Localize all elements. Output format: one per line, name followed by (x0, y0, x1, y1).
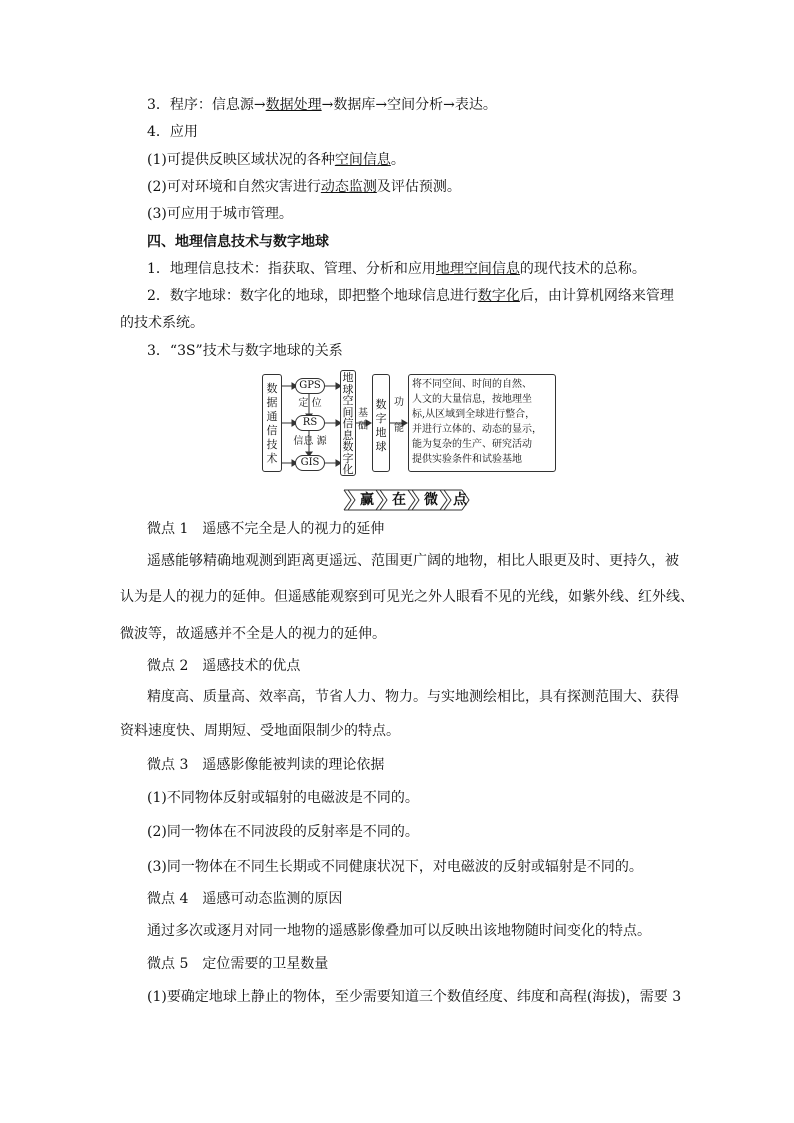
section-banner (342, 489, 470, 511)
point-5-title: 微点 5 定位需要的卫星数量 (147, 956, 329, 972)
point-1-title: 微点 1 遥感不完全是人的视力的延伸 (147, 521, 385, 537)
point-3-item: (1)不同物体反射或辐射的电磁波是不同的。 (147, 790, 419, 806)
desc-line: 人文的大量信息，按地理坐 (412, 394, 532, 405)
dingwei-label: 定 位 (298, 398, 322, 409)
point-1-line: 遥感能够精确地观测到距离更遥远、范围更广阔的地物，相比人眼更及时、更持久，被 (147, 553, 679, 569)
xinxiyuan-label: 信息 源 (293, 436, 327, 447)
digital-earth-label: 数字地球 (375, 398, 387, 453)
application-item-1 (147, 151, 405, 169)
text: 。 (390, 152, 405, 168)
text: (2)可对环境和自然灾害进行 (147, 179, 321, 195)
desc-line: 能为复杂的生产、研究活动 (412, 439, 532, 450)
point-3-item: (3)同一物体在不同生长期或不同健康状况下，对电磁波的反射或辐射是不同的。 (147, 859, 643, 875)
text: 1．地理信息技术：指获取、管理、分析和应用 (147, 261, 436, 277)
application-item-2 (147, 178, 461, 196)
point-3-item: (2)同一物体在不同波段的反射率是不同的。 (147, 824, 419, 840)
desc-line: 提供实验条件和试验基地 (412, 454, 522, 465)
program-line (147, 96, 497, 114)
desc-line: 将不同空间、时间的自然、 (412, 379, 532, 390)
point-4-line: 通过多次或逐月对同一地物的遥感影像叠加可以反映出该地物随时间变化的特点。 (147, 923, 651, 939)
underlined-term: 空间信息 (334, 152, 391, 168)
data-comm-label: 数据通信技术 (266, 382, 278, 465)
point-2-line: 精度高、质量高、效率高，节省人力、物力。与实地测绘相比，具有探测范围大、获得 (147, 689, 679, 705)
jichu-label: 基础 (358, 408, 368, 432)
banner-char: 在 (392, 492, 406, 508)
desc-line: 标,从区域到全球进行整合， (412, 409, 536, 420)
section-heading: 四、地理信息技术与数字地球 (147, 234, 329, 250)
point-1-line: 认为是人的视力的延伸。但遥感能观察到可见光之外人眼看不见的光线，如紫外线、红外线、 (120, 589, 694, 605)
text: (1)可提供反映区域状况的各种 (147, 152, 335, 168)
underlined-term: 动态监测 (320, 179, 377, 195)
gps-label: GPS (299, 380, 321, 391)
text: 3．程序：信息源→ (147, 97, 266, 113)
text: 2．数字地球：数字化的地球，即把整个地球信息进行 (147, 288, 478, 304)
3s-diagram (262, 370, 562, 476)
point-2-line: 资料速度快、周期短、受地面限制少的特点。 (120, 723, 400, 739)
text: 后，由计算机网络来管理 (519, 288, 674, 304)
gongneng-label: 功能 (394, 397, 404, 434)
point-2-title: 微点 2 遥感技术的优点 (147, 658, 301, 674)
function-desc (412, 377, 554, 467)
definition-digital-earth (147, 287, 674, 305)
definition-gis (147, 260, 646, 278)
point-4-title: 微点 4 遥感可动态监测的原因 (147, 891, 343, 907)
underlined-term: 地理空间信息 (435, 261, 520, 277)
text: 及评估预测。 (376, 179, 461, 195)
relation-heading: 3．“3S”技术与数字地球的关系 (147, 343, 343, 359)
underlined-term: 数字化 (477, 288, 520, 304)
gis-label: GIS (300, 457, 320, 468)
point-1-line: 微波等，故遥感并不全是人的视力的延伸。 (120, 626, 386, 642)
text: 的现代技术的总称。 (519, 261, 646, 277)
application-item-3: (3)可应用于城市管理。 (147, 206, 293, 222)
point-3-title: 微点 3 遥感影像能被判读的理论依据 (147, 757, 385, 773)
banner-char: 赢 (360, 492, 374, 508)
point-5-line: (1)要确定地球上静止的物体，至少需要知道三个数值经度、纬度和高程(海拔)，需要 3 (147, 989, 682, 1005)
banner-char: 点 (453, 492, 467, 508)
underlined-term: 数据处理 (265, 97, 322, 113)
desc-line: 并进行立体的、动态的显示， (412, 424, 542, 435)
rs-label: RS (302, 417, 318, 428)
application-heading: 4．应用 (147, 124, 198, 140)
definition-digital-earth-cont: 的技术系统。 (120, 315, 204, 331)
banner-char: 微 (424, 492, 438, 508)
digitize-label: 地球空间信息数字化 (342, 371, 354, 476)
text: →数据库→空间分析→表达。 (321, 97, 497, 113)
